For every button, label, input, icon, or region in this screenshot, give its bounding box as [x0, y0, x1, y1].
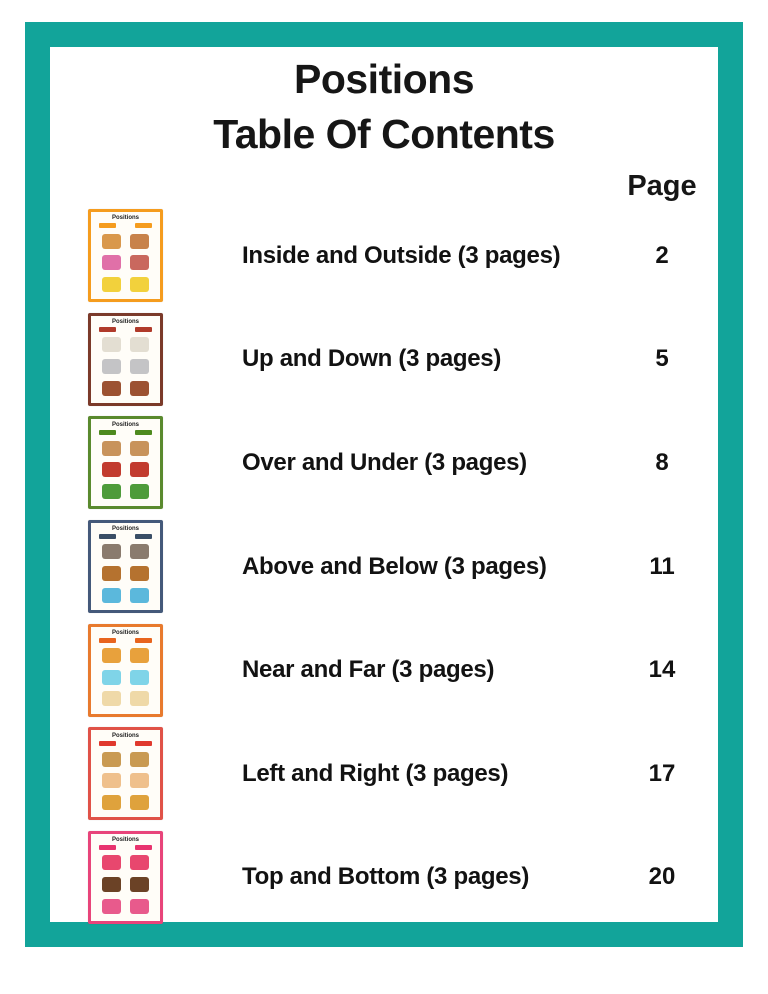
poster-image: [102, 670, 121, 685]
thumbnail-title: Positions: [111, 733, 139, 740]
poster-image: [130, 277, 149, 292]
poster-image: [130, 691, 149, 706]
poster-image: [102, 566, 121, 581]
page-title-line2: Table Of Contents: [213, 111, 555, 157]
thumbnail-title: Positions: [111, 526, 139, 533]
poster-image: [102, 588, 121, 603]
toc-entry-title: Left and Right (3 pages): [242, 759, 509, 787]
poster-image: [130, 462, 149, 477]
poster-image: [102, 544, 121, 559]
poster-image: [102, 337, 121, 352]
toc-row-near-and-far: [88, 618, 718, 722]
page-title: [0, 52, 768, 162]
thumbnail-image-grid: [95, 228, 156, 296]
poster-image: [102, 484, 121, 499]
poster-image: [102, 648, 121, 663]
thumbnail-title: Positions: [111, 318, 139, 325]
thumbnail-title: Positions: [111, 836, 139, 843]
poster-image: [102, 381, 121, 396]
poster-image: [130, 795, 149, 810]
poster-image: [130, 855, 149, 870]
toc-row-over-and-under: [88, 411, 718, 515]
poster-image: [130, 752, 149, 767]
poster-image: [130, 899, 149, 914]
poster-image: [130, 670, 149, 685]
poster-image: [102, 441, 121, 456]
top-and-bottom-poster-thumbnail: [88, 831, 163, 924]
near-and-far-poster-thumbnail: [88, 624, 163, 717]
toc-entry-page-number: 20: [648, 863, 676, 891]
toc-row-inside-and-outside: [88, 204, 718, 308]
poster-image: [130, 359, 149, 374]
toc-entry-title: Over and Under (3 pages): [242, 448, 527, 476]
toc-entry-title: Above and Below (3 pages): [242, 552, 547, 580]
left-and-right-poster-thumbnail: [88, 727, 163, 820]
poster-image: [130, 255, 149, 270]
poster-image: [102, 234, 121, 249]
poster-image: [130, 381, 149, 396]
toc-entry-title: Inside and Outside (3 pages): [242, 241, 561, 269]
toc-row-up-and-down: [88, 308, 718, 412]
inside-and-outside-poster-thumbnail: [88, 209, 163, 302]
toc-entry-page-number: 8: [655, 448, 669, 476]
thumbnail-image-grid: [95, 746, 156, 814]
toc-entry-page-number: 11: [649, 552, 675, 580]
thumbnail-image-grid: [95, 643, 156, 711]
toc-row-above-and-below: [88, 515, 718, 619]
poster-image: [102, 255, 121, 270]
poster-image: [130, 588, 149, 603]
toc-entry-title: Up and Down (3 pages): [242, 345, 502, 373]
poster-image: [130, 648, 149, 663]
page-column-header: Page: [627, 170, 697, 202]
poster-image: [102, 899, 121, 914]
toc-entry-page-number: 5: [655, 345, 669, 373]
poster-image: [130, 484, 149, 499]
poster-image: [130, 566, 149, 581]
table-of-contents: [88, 204, 718, 929]
toc-entry-page-number: 17: [648, 759, 676, 787]
toc-entry-title: Near and Far (3 pages): [242, 656, 495, 684]
thumbnail-image-grid: [95, 332, 156, 400]
thumbnail-image-grid: [95, 435, 156, 503]
poster-image: [102, 277, 121, 292]
over-and-under-poster-thumbnail: [88, 416, 163, 509]
above-and-below-poster-thumbnail: [88, 520, 163, 613]
thumbnail-image-grid: [95, 539, 156, 607]
toc-entry-page-number: 14: [648, 656, 676, 684]
up-and-down-poster-thumbnail: [88, 313, 163, 406]
page-title-line1: Positions: [293, 56, 475, 102]
toc-entry-title: Top and Bottom (3 pages): [242, 863, 530, 891]
poster-image: [102, 691, 121, 706]
poster-image: [102, 462, 121, 477]
thumbnail-title: Positions: [111, 215, 139, 222]
poster-image: [102, 855, 121, 870]
poster-image: [130, 441, 149, 456]
thumbnail-title: Positions: [111, 422, 139, 429]
toc-entry-page-number: 2: [655, 241, 669, 269]
poster-image: [130, 877, 149, 892]
poster-image: [102, 359, 121, 374]
poster-image: [102, 752, 121, 767]
thumbnail-title: Positions: [111, 629, 139, 636]
poster-image: [130, 337, 149, 352]
poster-image: [102, 773, 121, 788]
poster-image: [102, 795, 121, 810]
poster-image: [102, 877, 121, 892]
poster-image: [130, 234, 149, 249]
toc-row-top-and-bottom: [88, 826, 718, 930]
thumbnail-image-grid: [95, 850, 156, 918]
poster-image: [130, 773, 149, 788]
poster-image: [130, 544, 149, 559]
toc-row-left-and-right: [88, 722, 718, 826]
